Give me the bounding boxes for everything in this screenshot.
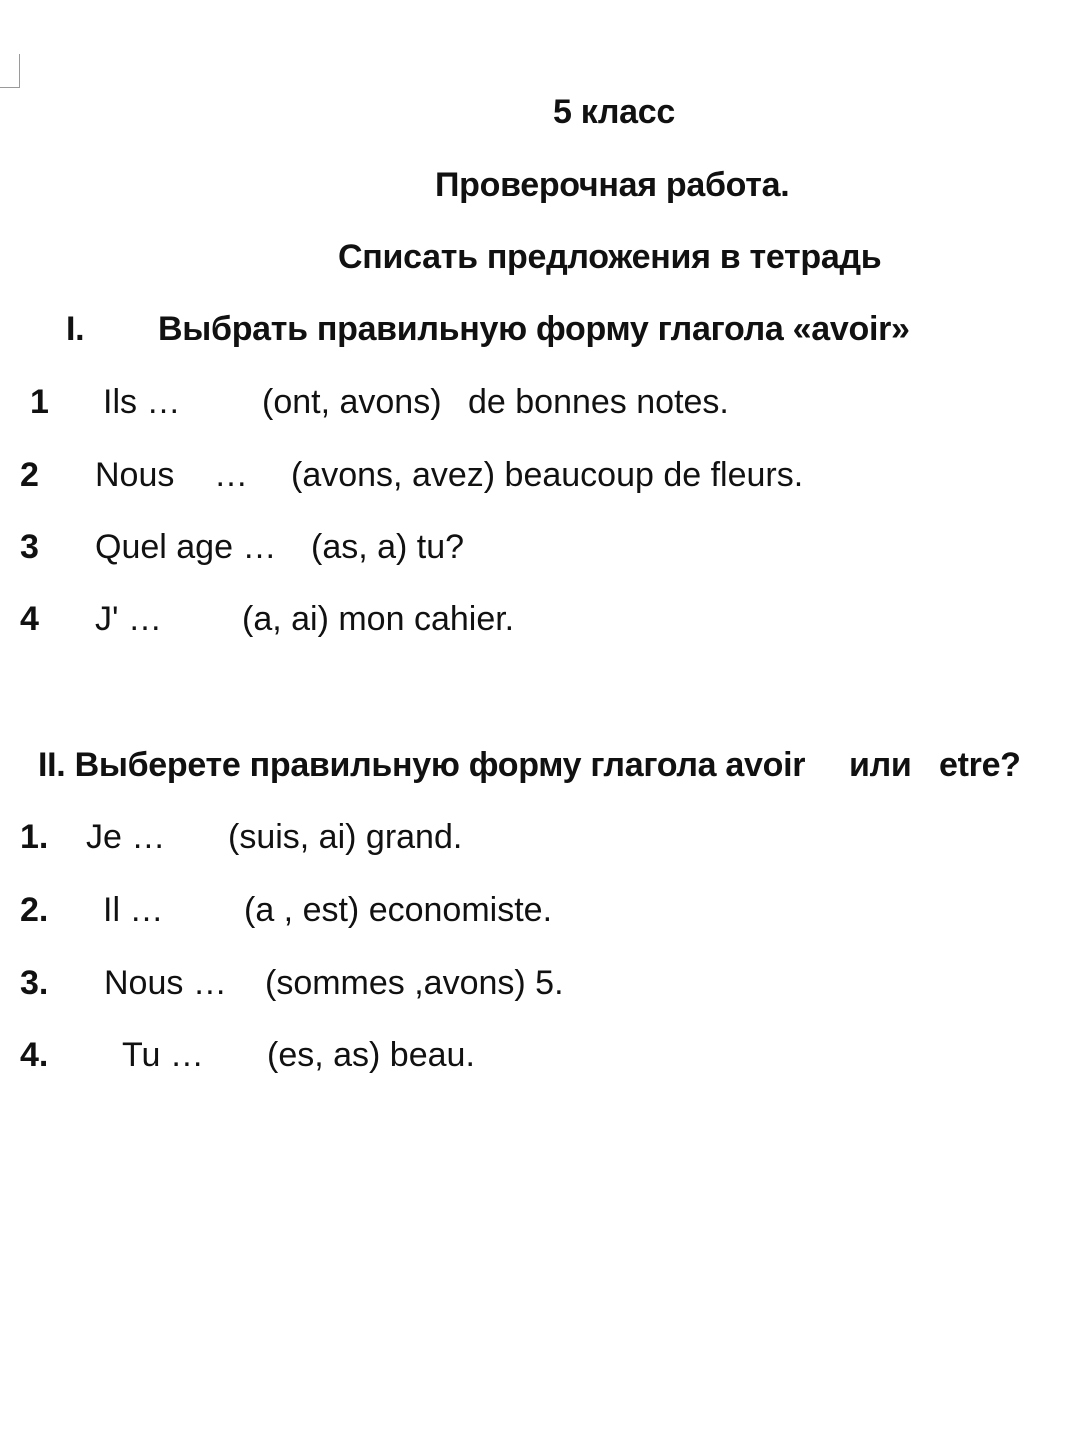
item-options: (es, as) beau. xyxy=(267,1036,475,1074)
section1-item-3 xyxy=(0,527,1080,567)
item-subject: Quel age … xyxy=(95,528,277,566)
section2-heading: II. Выберете правильную форму глагола avoir xyxy=(38,746,806,784)
item-number: 1 xyxy=(30,383,49,421)
item-number: 3. xyxy=(20,964,49,1002)
item-options: (a, ai) mon cahier. xyxy=(242,600,515,638)
section2-item-1 xyxy=(0,817,1080,857)
item-options: (suis, ai) grand. xyxy=(228,818,463,856)
section1-numeral: I. xyxy=(66,310,85,348)
section1-item-1 xyxy=(0,382,1080,422)
section1-item-4 xyxy=(0,599,1080,639)
item-number: 4 xyxy=(20,600,39,638)
item-options: (as, a) tu? xyxy=(311,528,465,566)
page-title: Проверочная работа. xyxy=(435,166,790,204)
item-options: (avons, avez) beaucoup de fleurs. xyxy=(291,456,804,494)
item-rest: de bonnes notes. xyxy=(468,383,729,421)
item-subject: Je … xyxy=(86,818,166,856)
item-number: 2. xyxy=(20,891,49,929)
item-number: 1. xyxy=(20,818,49,856)
item-subject: Tu … xyxy=(122,1036,204,1074)
item-options: (sommes ,avons) 5. xyxy=(265,964,564,1002)
section2-heading-end: etre? xyxy=(939,746,1021,784)
item-subject: J' … xyxy=(95,600,162,638)
grade-label: 5 класс xyxy=(553,93,676,131)
item-subject: Ils … xyxy=(103,383,181,421)
item-blank: … xyxy=(214,456,248,494)
section1-item-2 xyxy=(0,455,1080,495)
item-number: 3 xyxy=(20,528,39,566)
item-subject: Il … xyxy=(103,891,164,929)
item-subject: Nous xyxy=(95,456,175,494)
item-options: (a , est) economiste. xyxy=(244,891,553,929)
item-number: 4. xyxy=(20,1036,49,1074)
section2-item-2 xyxy=(0,890,1080,930)
item-subject: Nous … xyxy=(104,964,227,1002)
page-corner-mark xyxy=(0,54,20,88)
instruction-text: Списать предложения в тетрадь xyxy=(338,238,882,276)
section2-heading-or: или xyxy=(849,746,912,784)
item-number: 2 xyxy=(20,456,39,494)
item-options: (ont, avons) xyxy=(262,383,442,421)
section2-item-3 xyxy=(0,963,1080,1003)
section1-heading: Выбрать правильную форму глагола «avoir» xyxy=(158,310,910,348)
section2-item-4 xyxy=(0,1035,1080,1075)
